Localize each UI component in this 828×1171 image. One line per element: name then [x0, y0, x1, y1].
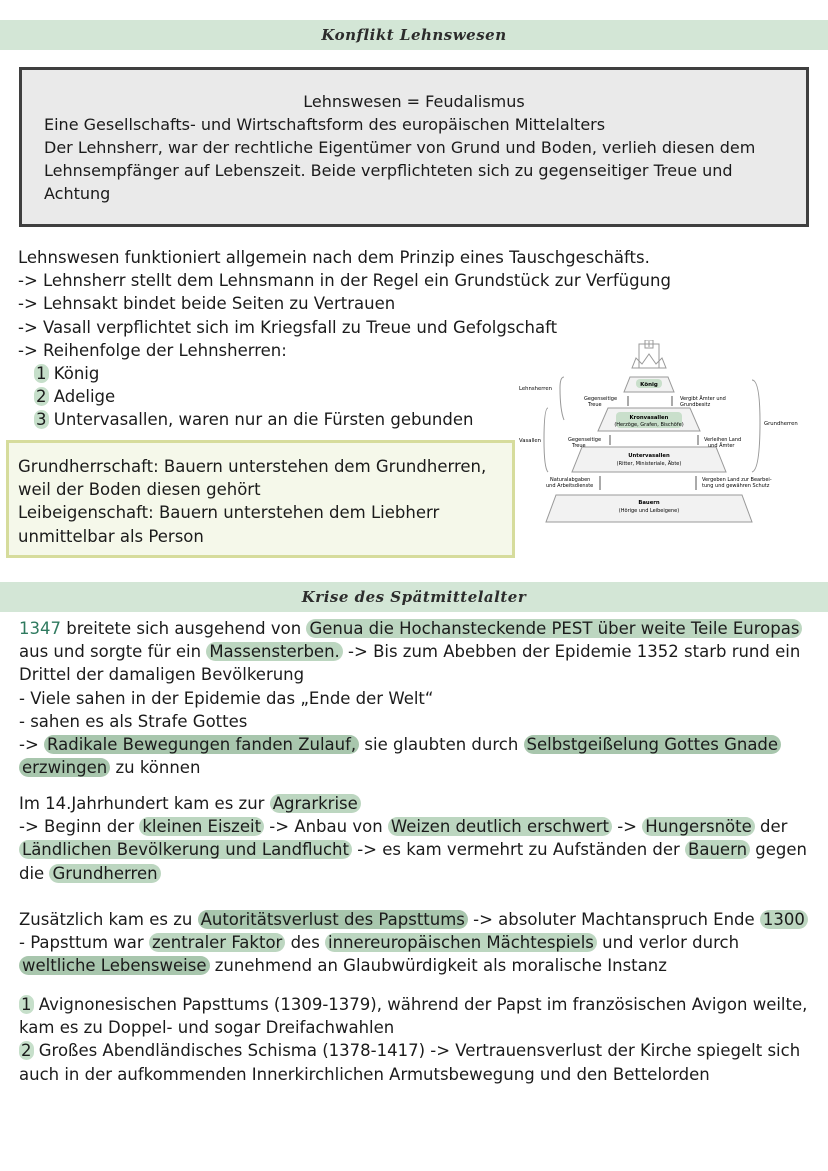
text: Zusätzlich kam es zu [19, 910, 198, 929]
vergeben-label: tung und gewähren Schutz [702, 483, 770, 489]
text-line [19, 862, 807, 885]
order-text: König [53, 363, 100, 383]
vergeben-label: Vergeben Land zur Bearbei- [702, 477, 772, 483]
grundbox-line: unmittelbar als Person [18, 526, 204, 546]
section-title-krise: Krise des Spätmittelalter [301, 588, 527, 606]
text-line [19, 733, 802, 756]
grundherren-label: Grundherren [764, 421, 798, 427]
text: sie glaubten durch [359, 734, 524, 754]
gegenseitige-treue-label: Gegenseitige [568, 437, 602, 443]
list-number: 1 [21, 995, 32, 1014]
section-title-lehnswesen: Konflikt Lehnswesen [321, 26, 507, 44]
text-line: kam es zu Doppel- und sogar Dreifachwahlen [19, 1018, 395, 1038]
crown-icon [632, 340, 666, 368]
definition-line: Achtung [44, 184, 111, 203]
vasallen-brace [544, 408, 548, 472]
definition-heading: Lehnswesen = Feudalismus [303, 92, 525, 111]
highlight: 1300 [760, 910, 808, 929]
list-number: 2 [21, 1041, 32, 1061]
order-number: 3 [36, 410, 47, 430]
krise-block-agrar [19, 792, 807, 885]
definition-box [19, 67, 809, 227]
text-line: - sahen es als Strafe Gottes [19, 711, 248, 731]
prinzip-point: -> Vasall verpflichtet sich im Kriegsfall zu Treue und Gefolgschaft [18, 317, 558, 337]
text: -> [19, 734, 45, 754]
lehnspyramide-diagram [512, 340, 818, 530]
grundherrschaft-box [6, 440, 515, 558]
text-line [19, 617, 802, 640]
text: aus und sorgte für ein [19, 642, 207, 662]
prinzip-point: -> Lehnsherr stellt dem Lehnsmann in der Regel ein Grundstück zur Verfügung [18, 271, 671, 291]
gegenseitige-treue-label: Gegenseitige [584, 396, 618, 402]
text-line: Drittel der damaligen Bevölkerung [19, 665, 305, 685]
kronvasallen-sub: (Herzöge, Grafen, Bischöfe) [614, 422, 684, 428]
krise-block-schisma [19, 993, 807, 1086]
highlight: Massensterben. [206, 642, 342, 661]
text-line [19, 954, 808, 977]
bauern-sub: (Hörige und Leibeigene) [618, 508, 680, 514]
order-number: 2 [36, 387, 47, 407]
text: Im 14.Jahrhundert kam es zur [19, 794, 270, 813]
prinzip-point: -> Reihenfolge der Lehnsherren: [18, 340, 287, 360]
verleihen-label: Verleihen Land [704, 437, 742, 443]
gegenseitige-treue-label: Treue [572, 443, 586, 449]
krise-block-pest [19, 617, 802, 779]
text: der [754, 817, 788, 837]
text: und verlor durch [596, 933, 740, 953]
highlight: Hungersnöte [642, 817, 755, 836]
lehnsherren-label: Lehnsherren [519, 386, 552, 392]
untervasallen-label: Untervasallen [628, 453, 670, 459]
highlight: Weizen deutlich erschwert [388, 817, 612, 836]
naturalabgaben-label: Naturalabgaben [550, 477, 591, 483]
text: des [285, 933, 326, 953]
highlight: Genua die Hochansteckende PEST über weite Teile Europas [306, 619, 802, 638]
text-line [19, 640, 802, 663]
text: Großes Abendländisches Schisma (1378-1417) -> Vertrauensverlust der Kirche spiegelt sich [33, 1041, 801, 1061]
highlight: Grundherren [49, 864, 160, 883]
vergibt-label: Grundbesitz [680, 402, 711, 408]
gegenseitige-treue-label: Treue [588, 402, 602, 408]
text: zu können [110, 758, 201, 778]
text-line: - Viele sahen in der Epidemie das „Ende der Welt“ [19, 688, 434, 708]
grundherren-brace [752, 380, 760, 472]
krise-block-papsttum [19, 908, 808, 978]
vergibt-label: Vergibt Ämter und [680, 396, 726, 402]
text: -> es kam vermehrt zu Aufständen der [351, 840, 686, 860]
prinzip-intro: Lehnswesen funktioniert allgemein nach dem Prinzip eines Tauschgeschäfts. [18, 248, 650, 267]
text: zunehmend an Glaubwürdigkeit als moralische Instanz [209, 956, 667, 976]
text: die [19, 863, 50, 883]
text: - Papsttum war [19, 933, 149, 953]
highlight: Autoritätsverlust des Papsttums [198, 910, 468, 929]
text: -> Bis zum Abebben der Epidemie 1352 starb rund ein [342, 642, 801, 662]
text: breitete sich ausgehend von [61, 619, 307, 638]
text-line [19, 838, 807, 861]
text-line [19, 756, 802, 779]
year-1347: 1347 [19, 619, 61, 638]
order-text: Adelige [53, 387, 116, 407]
verleihen-label: und Ämter [708, 443, 735, 449]
text-line [19, 931, 808, 954]
text: -> Beginn der [19, 817, 140, 837]
highlight: erzwingen [19, 758, 110, 777]
text: -> [611, 817, 643, 837]
koenig-label: König [640, 382, 658, 388]
kronvasallen-label: Kronvasallen [629, 415, 669, 421]
text-line [19, 1039, 807, 1062]
naturalabgaben-label: und Arbeitsdienste [546, 483, 594, 489]
prinzip-point: -> Lehnsakt bindet beide Seiten zu Vertrauen [18, 294, 396, 314]
text: Avignonesischen Papsttums (1309-1379), während der Papst im französischen Avigon weilte, [33, 995, 808, 1014]
highlight: zentraler Faktor [149, 933, 285, 952]
text-line [19, 908, 808, 931]
highlight: Radikale Bewegungen fanden Zulauf, [44, 735, 359, 754]
text: -> Anbau von [264, 817, 388, 837]
highlight: Selbstgeißelung Gottes Gnade [524, 735, 782, 754]
grundbox-line: Leibeigenschaft: Bauern unterstehen dem Liebherr [18, 503, 440, 523]
text: -> absoluter Machtanspruch Ende [467, 910, 760, 929]
text-line [19, 792, 807, 815]
highlight: innereuropäischen Mächtespiels [325, 933, 597, 952]
lehnsherren-brace [560, 377, 564, 420]
highlight: weltliche Lebensweise [19, 956, 210, 975]
untervasallen-sub: (Ritter, Ministeriale, Äbte) [616, 461, 682, 467]
order-number: 1 [36, 363, 47, 383]
highlight: kleinen Eiszeit [139, 817, 264, 836]
definition-line: Eine Gesellschafts- und Wirtschaftsform des europäischen Mittelalters [44, 115, 606, 134]
text-line: auch in der aufkommenden Innerkirchlichen Armutsbewegung und den Bettelorden [19, 1064, 710, 1084]
definition-line: Der Lehnsherr, war der rechtliche Eigentümer von Grund und Boden, verlieh diesen dem [44, 138, 756, 157]
highlight: Bauern [685, 840, 750, 859]
order-text: Untervasallen, waren nur an die Fürsten gebunden [53, 410, 474, 430]
highlight: Agrarkrise [270, 794, 361, 813]
vasallen-label: Vasallen [519, 438, 542, 444]
text: gegen [750, 840, 807, 860]
pyramid-level-untervasallen [572, 447, 726, 472]
highlight: Ländlichen Bevölkerung und Landflucht [19, 840, 352, 859]
grundbox-line: Grundherrschaft: Bauern unterstehen dem Grundherren, [18, 457, 487, 476]
grundbox-line: weil der Boden diesen gehört [18, 480, 261, 500]
bauern-label: Bauern [638, 500, 660, 506]
text-line [19, 993, 807, 1016]
text-line [19, 815, 807, 838]
definition-line: Lehnsempfänger auf Lebenszeit. Beide verpflichteten sich zu gegenseitiger Treue und [44, 161, 733, 180]
